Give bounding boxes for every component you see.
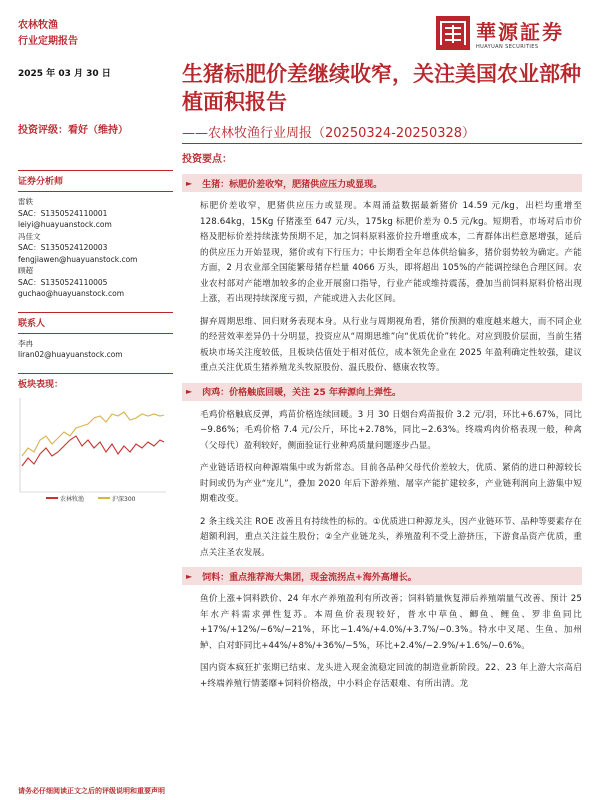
analyst-email[interactable]: guchao@huayuanstock.com xyxy=(18,289,125,298)
section-heading-text: 饲料：重点推荐海大集团，现金流拐点+海外高增长。 xyxy=(202,572,417,583)
paragraph: 国内资本疯狂扩张期已结束、龙头进入现金流稳定回流的制造业新阶段。22、23 年上游大宗高启+终端养殖行情萎靡+饲料价格战，中小料企存活艰难、有所出清。龙 xyxy=(200,663,582,689)
report-type: 行业定期报告 xyxy=(18,36,78,47)
paragraph: 产业链话语权向种源端集中或为新常态。目前各品种父母代价差较大，优质、紧俏的进口种源较长时间或仍为产业“宠儿”，叠加 2020 年后下游养殖、屠宰产能扩建较多，产业链利润向上游集中短期难改变。 xyxy=(200,463,582,504)
paragraph: 毛鸡价格触底反弹，鸡苗价格连续回暖。3 月 30 日烟台鸡苗报价 3.2 元/羽，环比+6.67%，同比−9.86%；毛鸡价格 7.4 元/公斤，环比+2.78%，同比−2.63%。终端鸡肉价格表现一般，种禽（父母代）盈利较好，侧面验证行业种鸡质量问题逐步凸显。 xyxy=(200,409,582,451)
series-line-index xyxy=(22,412,164,456)
paragraph: 摒弃周期思维、回归财务表现本身。从行业与周期视角看，猪价预测的难度越来越大，而不同企业的经营效率差异仍十分明显，投资应从“周期思维”向“优质优价”转化。对应到股价层面，当前生猪板块市场关注度较低，且板块估值处于相对低位，成本领先企业在 2025 年盈利确定性较强，建议重点关注优质生猪养殖龙头牧原股份、温氏股份、德康农牧等。 xyxy=(200,316,582,373)
legend-label-index: 沪深300 xyxy=(112,495,136,503)
company-logo xyxy=(436,16,582,56)
report-date: 2025 年 03 月 30 日 xyxy=(18,69,111,79)
contact-name: 李冉 xyxy=(18,338,33,348)
title-divider xyxy=(182,143,582,144)
legend-label-sector: 农林牧渔 xyxy=(60,495,85,503)
analyst-sac: SAC：S1350524110001 xyxy=(18,208,108,218)
legend-swatch-index xyxy=(98,497,110,499)
section-heading-text: 肉鸡：价格触底回暖，关注 25 年种源向上弹性。 xyxy=(202,388,401,398)
paragraph: 标肥价差收窄，肥猪供应压力或显现。本周涌益数据最新猪价 14.59 元/kg，出栏均重增至 128.64kg，15Kg 仔猪涨至 647 元/头，175kg 标肥价差为 0.5 元/kg。短期看，市场对后市价格及肥标价差持续涨势预期不足，加之饲料原料涨价拉升增重成本，二育群体出栏意愿增强，延后的供应压力开始显现，猪价或有下行压力；中长期看全年总体供给偏多，猪价弱势较为确定。产能方面，2 月农业部全国能繁母猪存栏量 4066 万头，即将超出 105%的产能调控绿色合理区间。农业农村部对产能增加较多的企业开展窗口指导，行业产能或维持震荡，叠加当前饲料原料价格出现上涨，若出现持续深度亏损，产能或进入去化区间。 xyxy=(200,201,582,304)
arrow-right-icon: ► xyxy=(186,178,193,188)
arrow-right-icon: ► xyxy=(186,387,193,396)
analyst-email[interactable]: fengjiawen@huayuanstock.com xyxy=(18,254,138,264)
analyst-sac: SAC：S1350524120003 xyxy=(18,243,108,252)
contact-info xyxy=(18,338,173,361)
chart-heading: 板块表现： xyxy=(18,373,173,394)
footer-disclaimer: 请务必仔细阅读正文之后的评级说明和重要声明 xyxy=(18,787,165,795)
analyst-name: 冯佳文 xyxy=(18,231,41,241)
analyst-name: 雷轶 xyxy=(18,197,33,206)
rating-label: 投资评级： xyxy=(18,125,68,136)
section-heading-hog xyxy=(182,174,582,192)
section-heading-broiler xyxy=(182,383,582,401)
logo-text-en: HUAYUAN SECURITIES xyxy=(476,44,539,50)
analysts-heading: 证券分析师 xyxy=(18,170,173,192)
investment-rating xyxy=(18,121,173,136)
series-line-sector xyxy=(22,436,164,466)
logo-seal-icon xyxy=(436,16,470,50)
report-title: 生猪标肥价差继续收窄，关注美国农业部种植面积报告 xyxy=(182,62,581,114)
sidebar xyxy=(18,18,173,506)
section-heading-feed xyxy=(182,567,582,585)
contact-email[interactable]: liran02@huayuanstock.com xyxy=(18,350,123,359)
key-points-heading: 投资要点： xyxy=(182,154,232,165)
section-heading-text: 生猪：标肥价差收窄，肥猪供应压力或显现。 xyxy=(202,179,383,190)
rating-value: 看好（维持） xyxy=(68,125,128,136)
sector-name: 农林牧渔 xyxy=(18,20,58,31)
analyst-list xyxy=(18,196,173,300)
paragraph: 2 条主线关注 ROE 改善且有持续性的标的。①优质进口种源龙头，因产业链环节、品种等要素存在超额利润，重点关注益生股份；②全产业链龙头，养殖盈利不受上游挤压，下游食品资产优质，重点关注圣农发展。 xyxy=(200,516,582,558)
legend-swatch-sector xyxy=(46,497,58,499)
sector-performance-chart xyxy=(18,396,168,506)
logo-text-cn: 華源証券 xyxy=(476,20,564,44)
analyst-email[interactable]: leiyi@huayuanstock.com xyxy=(18,220,112,229)
arrow-right-icon: ► xyxy=(186,571,193,581)
analyst-sac: SAC：S1350524110005 xyxy=(18,277,108,287)
analyst-name: 顾超 xyxy=(18,266,33,275)
report-subtitle: ——农林牧渔行业周报（20250324-20250328） xyxy=(182,126,476,141)
contact-heading: 联系人 xyxy=(18,312,173,334)
paragraph: 鱼价上涨+饲料跌价、24 年水产养殖盈利有所改善；饲料销量恢复滞后养殖端量气改善、预计 25 年水产料需求弹性复苏。本周鱼价表现较好，普水中草鱼、鲫鱼、鲤鱼、罗非鱼同比+17%/+12%/−6%/−21%，环比−1.4%/+4.0%/+3.7%/−0.3%。特水中叉尾、生鱼、加州鲈、白对虾同比+44%/+8%/+36%/−5%，环比+2.4%/−2.9%/+1.6%/−0.6%。 xyxy=(200,594,582,651)
main-content xyxy=(182,168,582,692)
